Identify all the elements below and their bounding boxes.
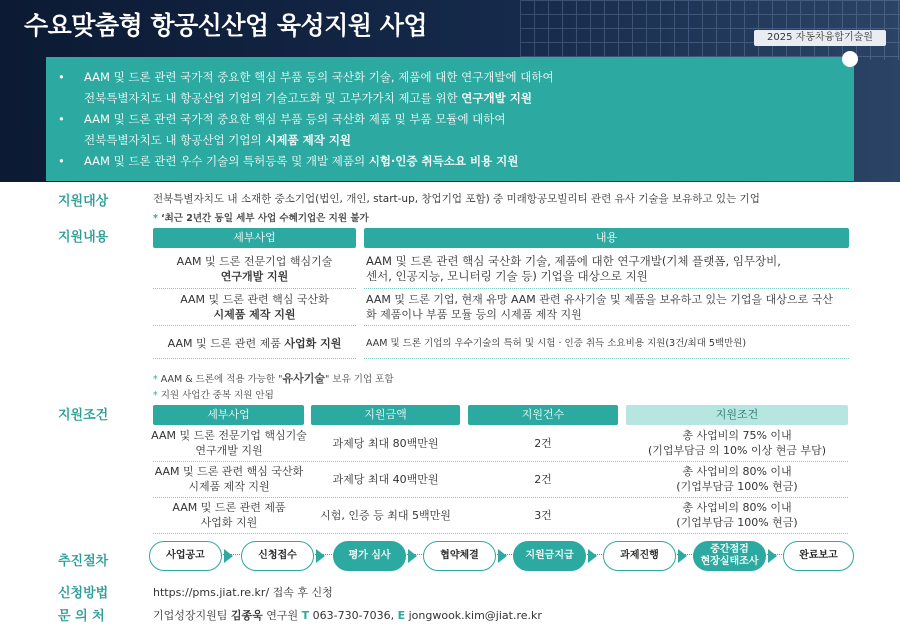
step-midterm-check: 중간점검 현장실태조사: [693, 541, 766, 571]
page-title: 수요맞춤형 항공신산업 육성지원 사업: [24, 11, 428, 40]
summary-item: • AAM 및 드론 관련 우수 기술의 특허등록 및 개발 제품의 시험·인증 취득소요 비용 지원: [58, 154, 519, 168]
arrow-right-icon: [408, 549, 417, 563]
condition-note-1: * AAM & 드론에 적용 가능한 "유사기술" 보유 기업 포함: [153, 372, 394, 385]
content-row-1-desc: AAM 및 드론 관련 핵심 국산화 기술, 제품에 대한 연구개발(기체 플랫폼, 임무장비, 센서, 인공지능, 모니터링 기술 등) 기업을 대상으로 지원: [366, 253, 781, 283]
contact-text: 기업성장지원팀 김종욱 연구원 T 063-730-7036, E jongwook.kim@jiat.re.kr: [153, 609, 542, 622]
section-label-content: 지원내용: [58, 230, 109, 245]
row-divider: [364, 288, 849, 289]
row-divider: [153, 461, 848, 462]
cond-row-2-condition: 총 사업비의 80% 이내 (기업부담금 100% 현금): [676, 465, 798, 493]
step-application: 신청접수: [241, 541, 314, 571]
summary-item: • AAM 및 드론 관련 국가적 중요한 핵심 부품 등의 국산화 제품 및 부품 모듈에 대하여 전북특별자치도 내 항공산업 기업의 시제품 제작 지원: [58, 112, 506, 147]
apply-text: https://pms.jiat.re.kr/ 접속 후 신청: [153, 586, 333, 599]
cond-row-3-amount: 시험, 인증 등 최대 5백만원: [320, 508, 451, 522]
arrow-right-icon: [678, 549, 687, 563]
content-header-project: 세부사업: [153, 228, 356, 248]
arrow-right-icon: [498, 549, 507, 563]
cond-row-1-amount: 과제당 최대 80백만원: [332, 436, 439, 450]
cond-row-1-count: 2건: [534, 436, 552, 450]
row-divider: [153, 497, 848, 498]
step-agreement: 협약체결: [423, 541, 496, 571]
step-funding: 지원금지급: [513, 541, 586, 571]
row-divider: [153, 288, 356, 289]
target-text: 전북특별자치도 내 소재한 중소기업(법인, 개인, start-up, 창업기업 포함) 중 미래항공모빌리티 관련 유사 기술을 보유하고 있는 기업: [153, 193, 760, 205]
step-evaluation: 평가 심사: [333, 541, 406, 571]
cond-row-1-name: AAM 및 드론 전문기업 핵심기술 연구개발 지원: [151, 429, 307, 457]
row-divider: [153, 358, 356, 359]
section-label-conditions: 지원조건: [58, 408, 109, 423]
cond-header-amount: 지원금액: [311, 405, 460, 425]
cond-row-3-condition: 총 사업비의 80% 이내 (기업부담금 100% 현금): [676, 501, 798, 529]
decorative-dot: [842, 51, 858, 67]
section-label-contact: 문 의 처: [58, 609, 105, 624]
row-divider: [153, 325, 356, 326]
content-row-3-name: AAM 및 드론 관련 제품 사업화 지원: [167, 336, 342, 350]
star-icon: *: [153, 374, 158, 385]
condition-note-2: * 지원 사업간 중복 지원 안됨: [153, 390, 274, 401]
summary-item: • AAM 및 드론 관련 국가적 중요한 핵심 부품 등의 국산화 기술, 제품에 대한 연구개발에 대하여 전북특별자치도 내 항공산업 기업의 기술고도화 및 고부가가치 제고를 위한 연구개발 지원: [58, 70, 554, 105]
row-divider: [153, 533, 848, 534]
cond-row-2-amount: 과제당 최대 40백만원: [332, 472, 439, 486]
section-label-procedure: 추진절차: [58, 554, 109, 569]
content-row-2-name: AAM 및 드론 관련 핵심 국산화 시제품 제작 지원: [180, 293, 329, 321]
star-icon: *: [153, 213, 158, 224]
arrow-right-icon: [588, 549, 597, 563]
content-row-3-desc: AAM 및 드론 기업의 우수기술의 특허 및 시험 · 인증 취득 소요비용 지원(3건/최대 5백만원): [366, 337, 747, 349]
row-divider: [364, 358, 849, 359]
row-divider: [364, 325, 849, 326]
cond-row-1-condition: 총 사업비의 75% 이내 (기업부담금 의 10% 이상 현금 부담): [647, 429, 827, 457]
cond-header-project: 세부사업: [153, 405, 304, 425]
cond-header-condition: 지원조건: [626, 405, 848, 425]
organization-tag: 2025 자동차융합기술원: [754, 30, 886, 46]
step-progress: 과제진행: [603, 541, 676, 571]
arrow-right-icon: [316, 549, 325, 563]
star-icon: *: [153, 390, 158, 401]
cond-row-2-count: 2건: [534, 472, 552, 486]
arrow-right-icon: [768, 549, 777, 563]
section-label-apply: 신청방법: [58, 586, 109, 601]
step-announcement: 사업공고: [149, 541, 222, 571]
content-header-detail: 내용: [364, 228, 849, 248]
cond-row-3-name: AAM 및 드론 관련 제품 사업화 지원: [172, 501, 286, 529]
target-note: * ‘최근 2년간 동일 세부 사업 수혜기업은 지원 불가: [153, 213, 369, 224]
section-label-target: 지원대상: [58, 194, 109, 209]
arrow-right-icon: [224, 549, 233, 563]
content-row-2-desc: AAM 및 드론 기업, 현재 유망 AAM 관련 유사기술 및 제품을 보유하고 있는 기업을 대상으로 국산 화 제품이나 부품 모듈 등의 시제품 제작 지원: [366, 293, 833, 321]
content-row-1-name: AAM 및 드론 전문기업 핵심기술 연구개발 지원: [176, 254, 333, 283]
summary-box: [46, 57, 854, 181]
step-completion: 완료보고: [783, 541, 854, 571]
cond-row-2-name: AAM 및 드론 관련 핵심 국산화 시제품 제작 지원: [154, 465, 304, 493]
cond-row-3-count: 3건: [534, 508, 552, 522]
cond-header-count: 지원건수: [468, 405, 618, 425]
